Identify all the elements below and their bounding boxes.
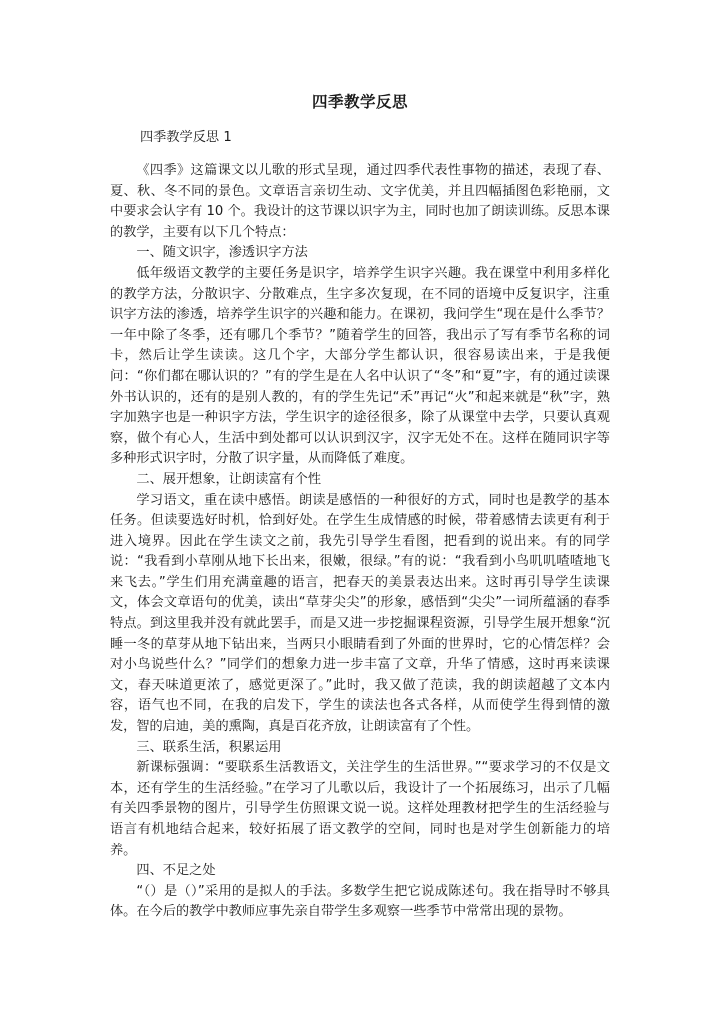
paragraph-section-3: 新课标强调：“要联系生活教语文，关注学生的生活世界。”“要求学习的不仅是文本，还有学生的生活经验。”在学习了儿歌以后，我设计了一个拓展练习，出示了几幅有关四季景物的图片，引导学生仿照课文说一说。这样处理教材把学生的生活经验与语言有机地结合起来，较好拓展了语文教学的空间，同时也是对学生创新能力的培养。 <box>110 760 610 858</box>
document-subtitle: 四季教学反思 1 <box>140 130 232 145</box>
section-heading-4: 四、不足之处 <box>136 863 216 879</box>
document-body <box>110 161 610 923</box>
paragraph-section-1: 低年级语文教学的主要任务是识字，培养学生识字兴趣。我在课堂中利用多样化的教学方法，分散识字、分散难点，生字多次复现，在不同的语境中反复识字，注重识字方法的渗透，培养学生识字的兴趣和能力。在课初，我问学生“现在是什么季节？一年中除了冬季，还有哪几个季节？”随着学生的回答，我出示了写有季节名称的词卡，然后让学生读读。这几个字，大部分学生都认识，很容易读出来，于是我便问：“你们都在哪认识的？”有的学生是在人名中认识了“冬”和“夏”字，有的通过读课外书认识的，还有的是别人教的，有的学生先记“禾”再记“火”和起来就是“秋”字，熟字加熟字也是一种识字方法，学生识字的途径很多，除了从课堂中去学，只要认真观察，做个有心人，生活中到处都可以认识到汉字，汉字无处不在。这样在随同识字等多种形式识字时，分散了识字量，从而降低了难度。 <box>110 265 610 467</box>
section-heading-3: 三、联系生活，积累运用 <box>136 739 282 755</box>
paragraph-section-2: 学习语文，重在读中感悟。朗读是感悟的一种很好的方式，同时也是教学的基本任务。但读要选好时机，恰到好处。在学生生成情感的时候，带着感情去读更有利于进入境界。因此在学生读文之前，我先引导学生看图，把看到的说出来。有的同学说：“我看到小草刚从地下长出来，很嫩，很绿。”有的说：“我看到小鸟叽叽喳喳地飞来飞去。”学生们用充满童趣的语言，把春天的美景表达出来。这时再引导学生读课文，体会文章语句的优美，读出“草芽尖尖”的形象，感悟到“尖尖”一词所蕴涵的春季特点。到这里我并没有就此罢手，而是又进一步挖掘课程资源，引导学生展开想象“沉睡一冬的草芽从地下钻出来，当两只小眼睛看到了外面的世界时，它的心情怎样？会对小鸟说些什么？”同学们的想象力进一步丰富了文章，升华了情感，这时再来读课文，春天味道更浓了，感觉更深了。”此时，我又做了范读，我的朗读超越了文本内容，语气也不同，在我的启发下，学生的读法也各式各样，从而使学生得到情的激发，智的启迪，美的熏陶，真是百花齐放，让朗读富有了个性。 <box>110 492 610 735</box>
section-heading-2: 二、展开想象，让朗读富有个性 <box>136 471 322 487</box>
paragraph-intro: 《四季》这篇课文以儿歌的形式呈现，通过四季代表性事物的描述，表现了春、夏、秋、冬不同的景色。文章语言亲切生动、文字优美，并且四幅插图色彩艳丽，文中要求会认字有 10 个。我设计的这节课以识字为主，同时也加了朗读训练。反思本课的教学，主要有以下几个特点： <box>110 163 610 240</box>
document-title: 四季教学反思 <box>311 93 408 111</box>
paragraph-section-4: “（）是（）”采用的是拟人的手法。多数学生把它说成陈述句。我在指导时不够具体。在今后的教学中教师应事先亲自带学生多观察一些季节中常常出现的景物。 <box>110 883 610 920</box>
section-heading-1: 一、随文识字，渗透识字方法 <box>136 245 308 261</box>
